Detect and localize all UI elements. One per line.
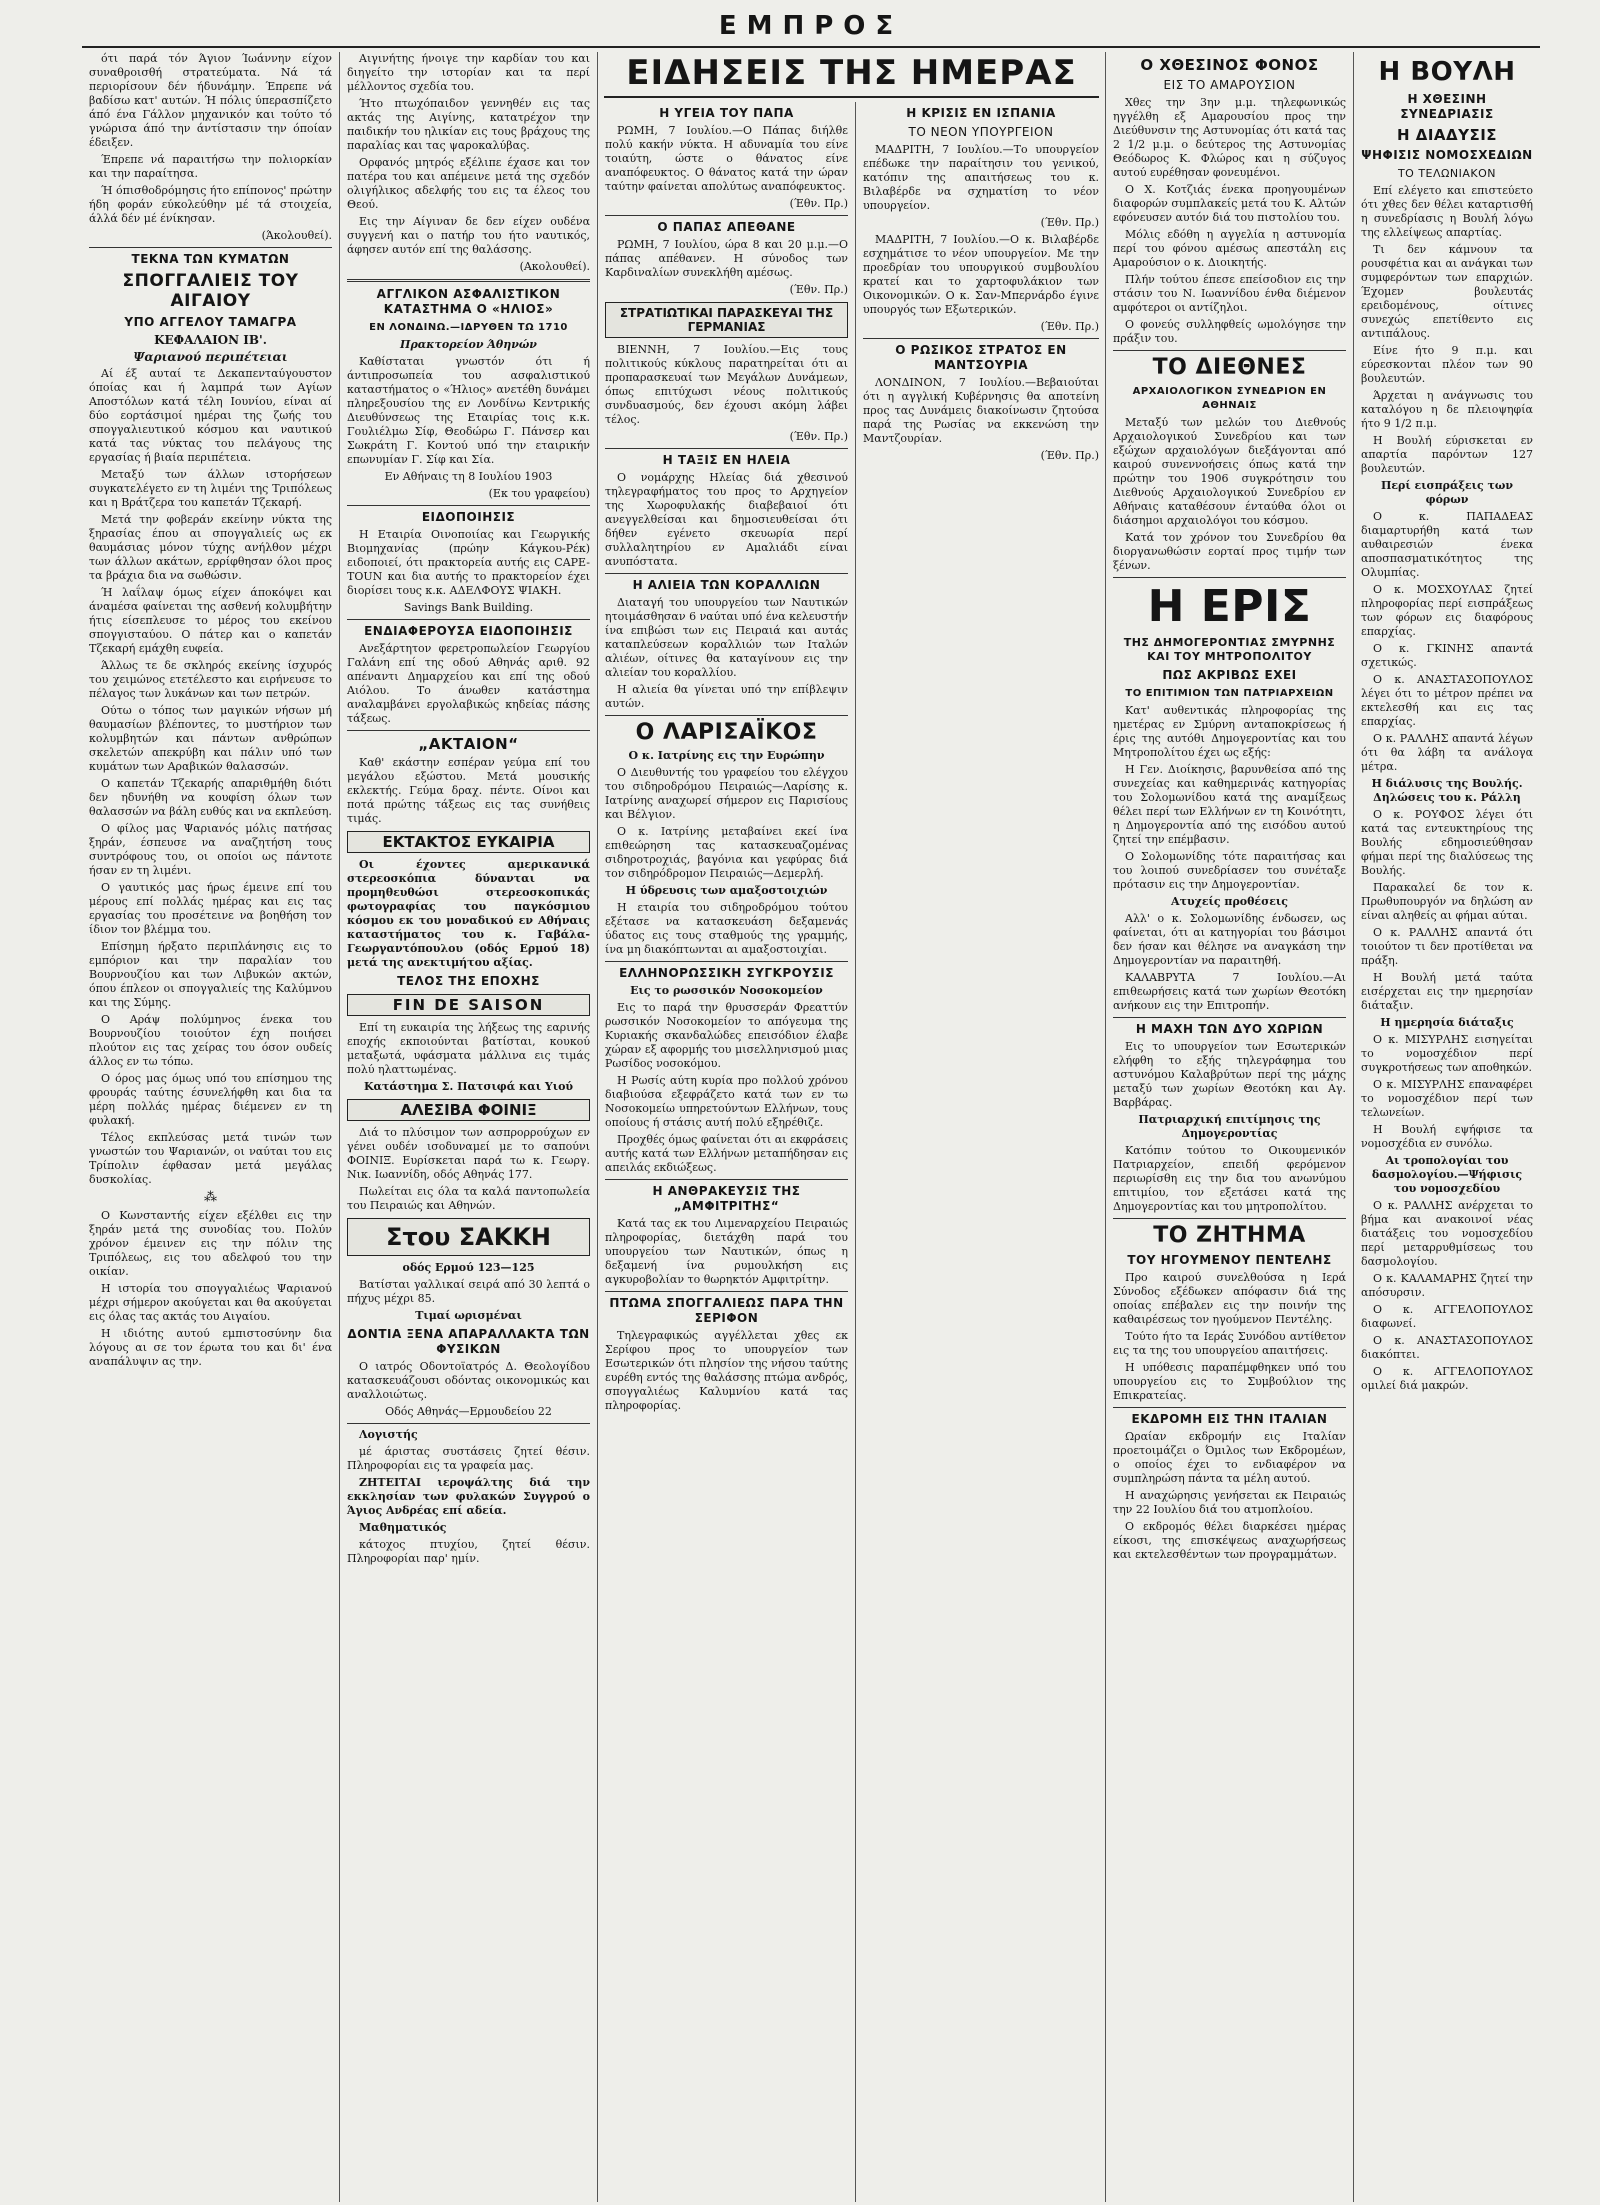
article-text: ΜΑΔΡΙΤΗ, 7 Ιουλίου.—Το υπουργείον επέδωκε την παραίτησιν του γενικού, κατόπιν της απαιτήσεως του κ. Βιλαβέρδε να σχηματίση το νέον υπουργείον.: [863, 143, 1099, 212]
ad-text: Οι έχοντες αμερικανικά στερεοσκόπια δύνανται να προμηθευθώσι στερεοσκοπικάς φωτογραφίας του παγκόσμιου κόσμου εκ του μοναδικού εν Αθήναις καταστήματος του κ. Γαβάλα-Γεωργαντόπουλου (οδός Ερμού 18) μετά της ανεκτιμήτου αξίας.: [347, 858, 590, 969]
ad-address: Κατάστημα Σ. Πατσιφά και Υιού: [363, 1080, 574, 1093]
article-heading: Η ΒΟΥΛΗ: [1378, 57, 1516, 87]
ad-date: Εν Αθήναις τη 8 Ιουλίου 1903: [384, 470, 553, 483]
divider: [347, 619, 590, 620]
ad-heading: Μαθηματικός: [359, 1521, 447, 1534]
ad-text: κάτοχος πτυχίου, ζητεί θέσιν. Πληροφορίαι παρ' ημίν.: [347, 1538, 590, 1565]
article-text: ΒΙΕΝΝΗ, 7 Ιουλίου.—Εις τους πολιτικούς κύκλους παρατηρείται ότι αι προπαρασκευαί των Μεγάλων Δυνάμεων, όπως επιτύχωσι νέους πολιτικούς συνδυασμούς, δεν έχουσι ακόμη λάβει τέλος.: [605, 343, 848, 426]
article-heading: ΠΤΩΜΑ ΣΠΟΓΓΑΛΙΕΩΣ ΠΑΡΑ ΤΗΝ ΣΕΡΙΦΟΝ: [609, 1296, 844, 1325]
news-columns: [598, 102, 1105, 2202]
article-text: Η αναχώρησις γενήσεται εκ Πειραιώς την 22 Ιουλίου διά του ατμοπλοίου.: [1113, 1489, 1346, 1516]
news-section: [598, 52, 1106, 2202]
article-heading: Η ΑΛΙΕΙΑ ΤΩΝ ΚΟΡΑΛΛΙΩΝ: [632, 578, 821, 592]
article-source: (Έθν. Πρ.): [789, 197, 848, 210]
ad-heading: FIN DE SAISON: [347, 994, 590, 1016]
column-6: [1354, 52, 1540, 2202]
ad-heading: Λογιστής: [359, 1428, 418, 1441]
masthead: [82, 6, 1540, 48]
ad-text: μέ άριστας συστάσεις ζητεί θέσιν. Πληροφορίαι εις τα γραφεία μας.: [347, 1445, 590, 1472]
ad-address: Οδός Αθηνάς—Ερμουδείου 22: [385, 1405, 552, 1418]
divider: [347, 505, 590, 506]
article-text: Ο κ. ΑΝΑΣΤΑΣΟΠΟΥΛΟΣ διακόπτει.: [1361, 1334, 1533, 1361]
ad-address: οδός Ερμού 123—125: [402, 1261, 535, 1274]
article-text: Κατ' αυθεντικάς πληροφορίας της ημετέρας εν Σμύρνη ανταποκρίσεως ή έρις της αυτόθι Δημογεροντίας και του Μητροπολίτου έχει ως εξής:: [1113, 704, 1346, 759]
paper-name: ΕΜΠΡΟΣ: [718, 11, 904, 41]
article-heading: Η ΚΡΙΣΙΣ ΕΝ ΙΣΠΑΝΙΑ: [906, 106, 1056, 120]
article-heading: Η ΜΑΧΗ ΤΩΝ ΔΥΟ ΧΩΡΙΩΝ: [1135, 1022, 1324, 1036]
divider: [347, 730, 590, 731]
article-subheading: ΑΡΧΑΙΟΛΟΓΙΚΟΝ ΣΥΝΕΔΡΙΟΝ ΕΝ ΑΘΗΝΑΙΣ: [1132, 386, 1327, 411]
notice-address: Savings Bank Building.: [403, 601, 534, 614]
article-text: Τηλεγραφικώς αγγέλλεται χθες εκ Σερίφου προς το υπουργείον των Εσωτερικών ότι πλησίον της νήσου ταύτης ευρέθη εντός της θαλάσσης πτώμα ανδρός, σπογγαλιέως Καλυμνίου κατά τας πληροφορίας.: [605, 1329, 848, 1412]
article-text: Ο κ. ΜΙΣΥΡΛΗΣ εισηγείται το νομοσχέδιον περί συγκροτήσεως των αποθηκών.: [1361, 1033, 1533, 1074]
article-text: Μεταξύ των μελών του Διεθνούς Αρχαιολογικού Συνεδρίου και των εξώχων αρχαιολόγων διεξάγονται από καιρού συνεννοήσεις όπως κατά την πρώτην του 1906 συγκρότησιν του Διεθνούς Αρχαιολογικού Συνεδρίου εν Αθήναις καταθέσουν ένταύθα όλοι οι διάσημοι αρχαιολόγοι του κόσμου.: [1113, 416, 1346, 527]
ad-text: ΖΗΤΕΙΤΑΙ ιεροψάλτης διά την εκκλησίαν των φυλακών Συγγρού ο Άγιος Ανδρέας επί αδεία.: [347, 1476, 590, 1517]
article-heading: Η ΑΝΘΡΑΚΕΥΣΙΣ ΤΗΣ „ΑΜΦΙΤΡΙΤΗΣ“: [652, 1184, 801, 1213]
article-text: Μεταξύ των άλλων ιστορήσεων συγκατελέγετο εν τη λιμένι της Τριπόλεως και η Βράτζερα του καπετάν Τζεκαρή.: [89, 468, 332, 509]
divider: [347, 279, 590, 282]
ad-text: Διά το πλύσιμον των ασπρορρούχων εν γένει ουδέν ισοδυναμεί με το σαπούνι ΦΟΙΝΙΞ. Ευρίσκεται παρά τω κ. Γεωργ. Νικ. Ιωαννίδη, οδός Αθηνάς 177.: [347, 1126, 590, 1181]
column-5: [1106, 52, 1354, 2202]
article-text: Ο Σολομωνίδης τότε παραιτήσας και του λοιπού συνεδρίασεν του συνέταξε πρότασιν εις την Δημογεροντίαν.: [1113, 850, 1346, 891]
ad-heading: ΕΚΤΑΚΤΟΣ ΕΥΚΑΙΡΙΑ: [347, 831, 590, 853]
ad-subheading: ΕΝ ΛΟΝΔΙΝΩ.—ΙΔΡΥΘΕΝ ΤΩ 1710: [369, 322, 568, 333]
divider: [863, 338, 1099, 339]
column-2: [340, 52, 598, 2202]
article-text: Κατόπιν τούτου το Οικουμενικόν Πατριαρχείον, επειδή φερόμενον περιωρίσθη εις την δια του ανωνύμου επιτιμίου, τον εξετάσει κατά της Δημογεροντίας και του μητροπολίτου.: [1113, 1144, 1346, 1213]
article-heading: ΤΟ ΖΗΤΗΜΑ: [1153, 1223, 1306, 1248]
article-text: Κατά τον χρόνον του Συνεδρίου θα διοργανωθώσιν εορταί προς τιμήν των ξένων.: [1113, 531, 1346, 572]
article-subheading: ΤΟ ΝΕΟΝ ΥΠΟΥΡΓΕΙΟΝ: [908, 125, 1054, 139]
news-headline: ΕΙΔΗΣΕΙΣ ΤΗΣ ΗΜΕΡΑΣ: [604, 54, 1099, 98]
serial-title: ΣΠΟΓΓΑΛΙΕΙΣ ΤΟΥ ΑΙΓΑΙΟΥ: [122, 271, 299, 311]
divider: [1113, 1407, 1346, 1408]
ad-text: Ανεξάρτητον φερετροπωλείον Γεωργίου Γαλάνη επί της οδού Αθηνάς αριθ. 92 απέναντι Δημαρχείου και επί της οδού Αιόλου. Το άνωθεν κατάστημα αναλαμβάνει εργολαβικώς κηδείας πάσης τάξεως.: [347, 642, 590, 725]
article-text: Τέλος εκπλεύσας μετά τινών των γνωστών του Ψαριανών, οι ναύται του εις Τρίπολιν έφθασαν μετά μεγάλας δυσκολίας.: [89, 1131, 332, 1186]
article-subheading: Αι τροπολογίαι του δασμολογίου.—Ψήφισις του νομοσχεδίου: [1371, 1154, 1523, 1195]
article-text: Εις την Αίγιναν δε δεν είχεν ουδένα συγγενή και ο πατήρ του ήτο ναυτικός, άφησεν αυτόν επί της θαλάσσης.: [347, 215, 590, 256]
article-text: Αιγινήτης ήνοιγε την καρδίαν του και διηγείτο την ιστορίαν και τα περί μέλλοντος σχεδία του.: [347, 52, 590, 93]
column-3: [598, 102, 856, 2202]
article-subheading: Η ύδρευσις των αμαξοστοιχιών: [625, 884, 828, 897]
article-text: Ο καπετάν Τζεκαρής απαριθμήθη διότι δεν ηδυνήθη να κουφίση όλων των θαλασσών να βάλη ευθύς και να εκπλεύση.: [89, 777, 332, 818]
article-text: Διαταγή του υπουργείου των Ναυτικών ητοιμάσθησαν 6 ναύται υπό ένα κελευστήν ίνα επιβώσι των εις Πειραιά και αυτάς καταπλεύσεων κοραλλιών των Ιταλών αλιέων, οίτινες θα καταγίνουν εις την αλιείαν του κοραλλίου.: [605, 596, 848, 679]
article-text: Ή όπισθοδρόμησις ήτο επίπονος' πρώτην ήδη φοράν εύκολεύθην μέ τά στοιχεία, άλλά δέν μέ ένίκησαν.: [89, 184, 332, 225]
article-text: Ωραίαν εκδρομήν εις Ιταλίαν προετοιμάζει ο Όμιλος των Εκδρομέων, ο οποίος έχει το ενδιαφέρον να συμπληρώση πάντα τα μέλη αυτού.: [1113, 1430, 1346, 1485]
article-source: (Έθν. Πρ.): [1040, 216, 1099, 229]
notice-text: Η Εταιρία Οινοποιίας και Γεωργικής Βιομηχανίας (πρώην Κάγκου-Ρέκ) ειδοποιεί, ότι πρακτορεία αυτής εις CAPE-TOUN και δια αυτής το πρακτορείον έχει διορίσει τους κ.κ. ΑΔΕΛΦΟΥΣ ΨΙΑΚΗ.: [347, 528, 590, 597]
ad-text: Επί τη ευκαιρία της λήξεως της εαρινής εποχής εκποιούνται βατίσται, κουκού μεταξωτά, υφάσματα μάλλινα εις τιμάς πολύ ηλαττωμένας.: [347, 1021, 590, 1076]
article-subheading: ΤΟ ΕΠΙΤΙΜΙΟΝ ΤΩΝ ΠΑΤΡΙΑΡΧΕΙΩΝ: [1125, 688, 1334, 699]
section-heading: ΤΕΚΝΑ ΤΩΝ ΚΥΜΑΤΩΝ: [131, 252, 290, 266]
ad-heading: ΑΓΓΛΙΚΟΝ ΑΣΦΑΛΙΣΤΙΚΟΝ ΚΑΤΑΣΤΗΜΑ Ο «ΗΛΙΟΣ»: [376, 287, 561, 316]
ad-heading: ΤΕΛΟΣ ΤΗΣ ΕΠΟΧΗΣ: [397, 974, 540, 988]
article-heading: ΣΤΡΑΤΙΩΤΙΚΑΙ ΠΑΡΑΣΚΕΥΑΙ ΤΗΣ ΓΕΡΜΑΝΙΑΣ: [605, 302, 848, 338]
article-text: Επί ελέγετο και επιστεύετο ότι χθες δεν θέλει καταρτισθή η συνεδρίασις η Βουλή λόγω της ελλείψεως απαρτίας.: [1361, 184, 1533, 239]
divider: [605, 573, 848, 574]
article-text: Ο κ. ΜΙΣΥΡΛΗΣ επαναφέρει το νομοσχέδιον περί των τελωνείων.: [1361, 1078, 1533, 1119]
divider: [605, 1179, 848, 1180]
article-heading: ΤΟ ΔΙΕΘΝΕΣ: [1152, 355, 1307, 380]
article-heading: Η ΤΑΞΙΣ ΕΝ ΗΛΕΙΑ: [662, 453, 791, 467]
divider: [1113, 350, 1346, 351]
article-text: Η Γεν. Διοίκησις, βαρυνθείσα από της συνεχείας και καθημερινάς κατηγορίας του Σολομωνίδου κατά της αναμίξεως θέλει περί των Ελλήνων εν τη Κοινότητι, η Δημογεροντία από της εισόδου αυτού ζητεί την επέμβασιν.: [1113, 763, 1346, 846]
article-text: ΜΑΔΡΙΤΗ, 7 Ιουλίου.—Ο κ. Βιλαβέρδε εσχημάτισε το νέον υπουργείον. Με την προεδρίαν του υπουργικού συμβουλίου κρατεί και το χαρτοφυλάκιον των Οικονομικών. Ο κ. Σαν-Μπερνάρδο έγινε υπουργός των Εξωτερικών.: [863, 233, 1099, 316]
article-subheading: ΤΗΣ ΔΗΜΟΓΕΡΟΝΤΙΑΣ ΣΜΥΡΝΗΣ ΚΑΙ ΤΟΥ ΜΗΤΡΟΠΟΛΙΤΟΥ: [1123, 636, 1336, 663]
article-text: ΡΩΜΗ, 7 Ιουλίου, ώρα 8 και 20 μ.μ.—Ο πάπας απέθανεν. Η σύνοδος των Καρδιναλίων συνεκλήθη αμέσως.: [605, 238, 848, 279]
article-text: Η Βουλή εψήφισε τα νομοσχέδια εν συνόλω.: [1361, 1123, 1533, 1150]
columns: [82, 52, 1540, 2202]
column-4: [856, 102, 1106, 2202]
article-text: Ο κ. ΡΟΥΦΟΣ λέγει ότι κατά τας εντευκτηρίους της Βουλής εδημοσιεύθησαν φήμαι περί της διαλύσεως της Βουλής.: [1361, 808, 1533, 877]
article-subheading: Ο κ. Ιατρίνης εις την Ευρώπην: [628, 749, 825, 762]
article-text: Τούτο ήτο τα Ιεράς Συνόδου αντίθετον εις τα της του υπουργείου απαιτήσεις.: [1113, 1330, 1346, 1357]
article-heading: Η ΕΡΙΣ: [1147, 581, 1312, 632]
article-text: Ο όρος μας όμως υπό του επίσημου της φρουράς ταύτης έσυνελήφθη και δια τα μέρη πολλάς ημέρας διέμενεν εν τη φυλακή.: [89, 1072, 332, 1127]
article-source: (Έθν. Πρ.): [789, 430, 848, 443]
article-text: Η αλιεία θα γίνεται υπό την επίβλεψιν αυτών.: [605, 683, 848, 710]
article-subheading: ΤΟ ΤΕΛΩΝΙΑΚΟΝ: [1397, 167, 1497, 180]
article-text: Επίσημη ήρξατο περιπλάνησις εις το εμπόριον και την παραλίαν του Βουρνουζίου και των Λιβυκών ακτών, όπου έπλεον οι σπογγαλιείς της Καλύμνου και της Σύμης.: [89, 940, 332, 1009]
chapter-label: ΚΕΦΑΛΑΙΟΝ ΙΒ'.: [154, 333, 267, 347]
article-text: Τι δεν κάμνουν τα ρουσφέτια και αι ανάγκαι των συμφερόντων των επαρχιών. Έχομεν βουλευτάς ερειδομένους, οίτινες συνεχώς επετίθεντο εις αντιπάλους.: [1361, 243, 1533, 340]
article-text: ότι παρά τόν Άγιον Ίωάννην είχον συναθροισθή στρατεύματα. Νά τά περιορίσουν δέν ήδυνάμην. Έπρεπε νά βαδίσω κατ' αυτών. Ή πόλις ύπερασπίζετο άπό ένα Γάλλον μηχανικόν και τούτο τό γνώρισα άπό την άντίστασιν την όποίαν έδειξεν.: [89, 52, 332, 149]
article-text: Ο Χ. Κοτζιάς ένεκα προηγουμένων διαφορών συμπλακείς μετά του Κ. Αλτών εφόνευσεν αυτόν διά του πιστολίου του.: [1113, 183, 1346, 224]
article-subheading: Εις το ρωσσικόν Νοσοκομείον: [630, 984, 823, 997]
section-stars: ⁂: [204, 1190, 217, 1205]
serial-author: ΥΠΟ ΑΓΓΕΛΟΥ ΤΑΜΑΓΡΑ: [124, 315, 297, 329]
article-subheading: Πατριαρχική επιτίμησις της Δημογεροντίας: [1138, 1113, 1321, 1140]
ad-heading: ΔΟΝΤΙΑ ΞΕΝΑ ΑΠΑΡΑΛΛΑΚΤΑ ΤΩΝ ΦΥΣΙΚΩΝ: [347, 1327, 590, 1356]
article-text: Ο φονεύς συλληφθείς ωμολόγησε την πράξιν του.: [1113, 318, 1346, 345]
article-text: Κατά τας εκ του Λιμεναρχείου Πειραιώς πληροφορίας, διετάχθη παρά του υπουργείου των Ναυτικών, όπως η δεξαμενή ίνα ρυμουλκήση εις αγκυροβολίαν το θωρηκτόν Αμφιτρίτην.: [605, 1217, 848, 1286]
divider: [347, 1423, 590, 1424]
article-text: Ο Αράψ πολύμηνος ένεκα του Βουρνουζίου τοιούτον έχη ποιήσει πλούτον εις τας χείρας του όσον ουδείς άλλος εν τω τόπω.: [89, 1013, 332, 1068]
article-subheading: ΤΟΥ ΗΓΟΥΜΕΝΟΥ ΠΕΝΤΕΛΗΣ: [1127, 1253, 1332, 1267]
article-text: ΡΩΜΗ, 7 Ιουλίου.—Ο Πάπας διήλθε πολύ κακήν νύκτα. Η αδυναμία του είνε τοιαύτη, ώστε ο θάνατος είνε αναπόφευκτος. Ο θάνατος κατά την ώραν ταύτην φαίνεται απολύτως αναπόφευκτος.: [605, 124, 848, 193]
article-text: Η εταιρία του σιδηροδρόμου τούτου εξέτασε να κατασκευάση δεξαμενάς ύδατος εις τους σταθμούς της γραμμής, ίνα μη διακόπτωνται αι αμαξοστοιχίαι.: [605, 901, 848, 956]
article-heading: ΕΚΔΡΟΜΗ ΕΙΣ ΤΗΝ ΙΤΑΛΙΑΝ: [1131, 1412, 1328, 1426]
article-text: Ο γαυτικός μας ήρως έμεινε επί του μέρους επί πολλάς ημέρας και εις τας εργασίας του προσέτεινε να βοηθήση τον ίδιον τον βλέμμα του.: [89, 881, 332, 936]
article-subheading: Περί εισπράξεις των φόρων: [1380, 479, 1514, 506]
article-text: Προ καιρού συνελθούσα η Ιερά Σύνοδος εξέδωκεν απόφασιν διά της οποίας επέβαλεν εις την ποινήν της καθαιρέσεως τον ηγούμενον Πεντέλης.: [1113, 1271, 1346, 1326]
notice-heading: ΕΙΔΟΠΟΙΗΣΙΣ: [421, 510, 516, 524]
divider: [605, 961, 848, 962]
ad-text: Πωλείται εις όλα τα καλά παντοπωλεία του Πειραιώς και Αθηνών.: [347, 1185, 590, 1212]
article-text: Προχθές όμως φαίνεται ότι αι εκφράσεις αυτής κατά των Ελλήνων μεταπήδησαν εις απειλάς εκδιώξεως.: [605, 1133, 848, 1174]
continued-note: (Ακολουθεί).: [519, 260, 590, 273]
divider: [605, 1291, 848, 1292]
ad-text: Καθίσταται γνωστόν ότι ή άντιπροσωπεία του ασφαλιστικού καταστήματος ο «Ήλιος» ανετέθη δυνάμει πληρεξουσίου της εν Λονδίνω Κεντρικής Διευθύνσεως της Εταιρίας τοις κ.κ. Γουλιέλμω Σίφ, Θεοδώρω Γ. Πάνσερ και Σωκράτη Γ. Κοντού υπό την εταιρικήν επωνυμίαν Γ. Σίφ και Σία.: [347, 355, 590, 466]
ad-heading: ΕΝΔΙΑΦΕΡΟΥΣΑ ΕΙΔΟΠΟΙΗΣΙΣ: [364, 624, 573, 638]
article-text: Ο Κωνσταντής είχεν εξέλθει εις την ξηράν μετά της συνοδίας του. Πολύν χρόνον έμεινεν εις την πόλιν της Τριπόλεως, εις του αδελφού του την οικίαν.: [89, 1209, 332, 1278]
divider: [605, 215, 848, 216]
article-text: Πλήν τούτου έπεσε επείσοδιον εις την στάσιν του Ν. Ιωαννίδου ένθα διέμενον αμφότεροι οι αντίζηλοι.: [1113, 273, 1346, 314]
article-text: Ο φίλος μας Ψαριανός μόλις πατήσας ξηράν, έσπευσε να αναζητήση τους συντρόφους του, οι οποίοι ως πάντοτε ήσαν εν τη λιμένι.: [89, 822, 332, 877]
article-text: Αί έξ αυταί τε Δεκαπενταύγουστον όποίας και ή λαμπρά των Αγίων Αποστόλων κατά τέλη Ιουνίου, είναι αί δύο εορτάσιμοί ημέραι της ζωής του σπογγαλιευτικού κόσμου και ναυτικού κατά τας νύκτας του πελάγους της εργασίας ή βιαία περιπέτεια.: [89, 367, 332, 464]
article-heading: ΕΛΛΗΝΟΡΩΣΣΙΚΗ ΣΥΓΚΡΟΥΣΙΣ: [619, 966, 834, 980]
ad-office: (Εκ του γραφείου): [488, 487, 590, 500]
divider: [605, 715, 848, 716]
article-subheading: Η ΔΙΑΔΥΣΙΣ: [1396, 126, 1498, 144]
article-text: Ή λαΐλαψ όμως είχεν άποκόψει και άναμέσα φαίνεται της ασθενή κολυμβήτην ήτις είσεπλευσε το μέρος του εκείνου σπογγισταύου. Ο πάτερ και ο καπετάν Τζεκαρή εμάχθη ευφεία.: [89, 586, 332, 655]
article-text: Ήτο πτωχόπαιδον γεννηθέν εις τας ακτάς της Αιγίνης, κατατρέχον την παιδικήν του ηλικίαν εις τους βράχους της παραλίας και τας ψαροκαλύβας.: [347, 97, 590, 152]
article-text: Ο κ. ΑΓΓΕΛΟΠΟΥΛΟΣ διαφωνεί.: [1361, 1303, 1533, 1330]
article-text: Η Ρωσίς αύτη κυρία προ πολλού χρόνου διαβιούσα εξεφράζετο κατά των εν τω Νοσοκομείω υπηρετούντων Ελλήνων, τους οποίους ή στάσις αυτή πολύ εξηρέθιζε.: [605, 1074, 848, 1129]
article-source: (Έθν. Πρ.): [1040, 320, 1099, 333]
divider: [1113, 1017, 1346, 1018]
article-subheading: Ατυχείς προθέσεις: [1171, 895, 1288, 908]
article-text: Η Βουλή εύρισκεται εν απαρτία παρόντων 127 βουλευτών.: [1361, 434, 1533, 475]
article-text: Η υπόθεσις παραπέμφθηκεν υπό του υπουργείου εις το Συμβούλιον της Επικρατείας.: [1113, 1361, 1346, 1402]
article-subheading: ΨΗΦΙΣΙΣ ΝΟΜΟΣΧΕΔΙΩΝ: [1361, 148, 1533, 162]
divider: [605, 448, 848, 449]
article-text: Ο κ. ΠΑΠΑΔΕΑΣ διαμαρτυρήθη κατά των αυθαιρεσιών ένεκα αποσπασματικότητος της Ολυμπίας.: [1361, 510, 1533, 579]
article-subheading: ΠΩΣ ΑΚΡΙΒΩΣ ΕΧΕΙ: [1162, 668, 1297, 682]
article-source: (Έθν. Πρ.): [789, 283, 848, 296]
article-text: Η Βουλή μετά ταύτα εισέρχεται εις την ημερησίαν διάταξιν.: [1361, 971, 1533, 1012]
article-text: Ο κ. ΑΝΑΣΤΑΣΟΠΟΥΛΟΣ λέγει ότι το μέτρον πρέπει να εκτελεσθή και εις τας επαρχίας.: [1361, 673, 1533, 728]
article-text: Ο Διευθυντής του γραφείου του ελέγχου του σιδηροδρόμου Πειραιώς—Λαρίσης κ. Ιατρίνης αναχωρεί σήμερον εις Παρισίους και Βέλγιον.: [605, 766, 848, 821]
ad-text: Βατίσται γαλλικαί σειρά από 30 λεπτά ο πήχυς μέχρι 85.: [347, 1278, 590, 1305]
ad-agency: Πρακτορείον Άθηνών: [400, 338, 537, 351]
article-text: Ο κ. ΚΑΛΑΜΑΡΗΣ ζητεί την απόσυρσιν.: [1361, 1272, 1533, 1299]
article-text: Άλλως τε δε σκληρός εκείνης ίσχυρός του χειμώνος ετετέλεστο και ειρήνευσε το πέλαγος των λυκάνων και των πετρών.: [89, 659, 332, 700]
article-text: ΚΑΛΑΒΡΥΤΑ 7 Ιουλίου.—Αι επιθεωρήσεις κατά των χωρίων Θεοτόκη ανήκουν εις την Επιτροπήν.: [1113, 971, 1346, 1012]
article-text: ΛΟΝΔΙΝΟΝ, 7 Ιουλίου.—Βεβαιούται ότι η αγγλική Κυβέρνησις θα αποτείνη προς τας Δυνάμεις διακοίνωσιν ζητούσα παρά της Ρωσίας να εκκενώση την Μαντζουρίαν.: [863, 376, 1099, 445]
continued-note: (Άκολουθεί).: [261, 229, 332, 242]
article-heading: Ο ΠΑΠΑΣ ΑΠΕΘΑΝΕ: [657, 220, 796, 234]
article-text: Μόλις εδόθη η αγγελία η αστυνομία περί του φόνου αμέσως απεστάλη εις Αμαρούσιον ο κ. Διοικητής.: [1113, 228, 1346, 269]
divider: [1113, 577, 1346, 578]
article-text: Η ιδιότης αυτού εμπιστοσύνην δια λόγους αι σε τον έρωτα του και δι' ένα αναπάλυψιν ας την.: [89, 1327, 332, 1368]
article-text: Είνε ήτο 9 π.μ. και εύρεσκονται πλέον των 90 βουλευτών.: [1361, 344, 1533, 385]
article-text: Χθες την 3ην μ.μ. τηλεφωνικώς ηγγέλθη εξ Αμαρουσίου προς την Διεύθυνσιν της Αστυνομίας ότι κατά τας 2 1/2 μ.μ. ο δεύτερος της Αστυνομίας Θεόδωρος Κ. Φλώρος και η σύζυγος αυτού ευρέθησαν φονευμένοι.: [1113, 96, 1346, 179]
article-text: Παρακαλεί δε τον κ. Πρωθυπουργόν να δηλώση αν είναι αληθείς αι φήμαι αύται.: [1361, 881, 1533, 922]
chapter-subtitle: Ψαριανού περιπέτειαι: [133, 350, 288, 364]
article-text: Ο εκδρομός θέλει διαρκέσει ημέρας είκοσι, της επισκέψεως αναχωρήσεως και εκτελεσθέντων των προγραμμάτων.: [1113, 1520, 1346, 1561]
article-text: Ο κ. Ιατρίνης μεταβαίνει εκεί ίνα επιθεώρηση τας κατασκευαζομένας σιδηροτροχιάς, βαγόνια και γεφύρας διά τον σιδηρόδρομον Πειραιώς—Δεμερλή.: [605, 825, 848, 880]
article-text: Έπρεπε νά παραιτήσω την πολιορκίαν και την παραίτησα.: [89, 153, 332, 180]
article-subheading: ΕΙΣ ΤΟ ΑΜΑΡΟΥΣΙΟΝ: [1163, 78, 1296, 92]
article-text: Ο κ. ΡΑΛΛΗΣ απαντά ότι τοιούτον τι δεν προτίθεται να πράξη.: [1361, 926, 1533, 967]
article-text: Αλλ' ο κ. Σολομωνίδης ένδωσεν, ως φαίνεται, ότι αι κατηγορίαι του βάσιμοι δεν ήσαν και θέλησε να αναγκάση την Δημογεροντίαν να παραιτηθή.: [1113, 912, 1346, 967]
article-text: Ο κ. ΡΑΛΛΗΣ ανέρχεται το βήμα και ανακοινοί νέας διατάξεις του νομοσχεδίου περί μεταρρυθμίσεως του δασμολογίου.: [1361, 1199, 1533, 1268]
article-heading: Ο ΧΘΕΣΙΝΟΣ ΦΟΝΟΣ: [1140, 56, 1319, 74]
article-text: Μετά την φοβεράν εκείνην νύκτα της ξηρασίας έπου αι σπογγαλιείς ως εκ θαυμάσιας μόνον τύχης ανήλθον μέχρι των άλλων ακάτων, ερρίφθησαν όλοι προς τα βράχια δια να σωθώσιν.: [89, 513, 332, 582]
divider: [1113, 1218, 1346, 1219]
article-text: Εις το υπουργείον των Εσωτερικών ελήφθη το εξής τηλεγράφημα του αστυνόμου Καλαβρύτων περί της μάχης μεταξύ των χωρίων Θεοτόκη και Αγ. Βαρβάρας.: [1113, 1040, 1346, 1109]
article-text: Η ιστορία του σπογγαλιέως Ψαριανού μέχρι σήμερον ακούγεται και θα ακούγεται εις όλας τας ακτάς του Αιγαίου.: [89, 1282, 332, 1323]
article-subheading: Η ημερησία διάταξις: [1380, 1016, 1514, 1029]
ad-heading: ΑΛΕΣΙΒΑ ΦΟΙΝΙΞ: [347, 1099, 590, 1121]
divider: [89, 247, 332, 248]
ad-heading: Στου ΣΑΚΚΗ: [347, 1218, 590, 1256]
article-text: Ο κ. ΡΑΛΛΗΣ απαντά λέγων ότι θα λάβη τα ανάλογα μέτρα.: [1361, 732, 1533, 773]
article-text: Ο κ. ΑΓΓΕΛΟΠΟΥΛΟΣ ομιλεί διά μακρών.: [1361, 1365, 1533, 1392]
column-1: [82, 52, 340, 2202]
article-text: Εις το παρά την θρυσσεράν Φρεαττύν ρωσσικόν Νοσοκομείον το απόγευμα της Κυριακής σκανδαλώδες επεισόδιον έλαβε χώραν εξ αφορμής του μισελληνισμού μιας Ρωσίδος νοσοκόμου.: [605, 1001, 848, 1070]
article-subheading: Η διάλυσις της Βουλής. Δηλώσεις του κ. Ράλλη: [1371, 777, 1523, 804]
ad-heading: „ΑΚΤΑΙΟΝ“: [418, 735, 519, 753]
article-text: Ο κ. ΓΚΙΝΗΣ απαντά σχετικώς.: [1361, 642, 1533, 669]
ad-text: Ο ιατρός Οδοντοϊατρός Δ. Θεολογίδου κατασκευάζουσι οδόντας οικονομικώς και αναλλοιώτως.: [347, 1360, 590, 1401]
article-heading: Η ΥΓΕΙΑ ΤΟΥ ΠΑΠΑ: [659, 106, 794, 120]
article-text: Ούτω ο τόπος των μαγικών νήσων μή θαυμασίων βλέποντες, το μυστήριον των κολυμβητών και πάντων ανθρώπων σκελετών απεκρύβη και πάλιν υπό των κυμάτων των Αραβικών θαλασσών.: [89, 704, 332, 773]
article-heading: Ο ΡΩΣΙΚΟΣ ΣΤΡΑΤΟΣ ΕΝ ΜΑΝΤΣΟΥΡΙΑ: [895, 343, 1067, 372]
article-text: Ορφανός μητρός εξέλιπε έχασε και τον πατέρα του και απέμεινε μετά της σχεδόν ολιγήλικος αδελφής του εις τα έλεος του Θεού.: [347, 156, 590, 211]
article-text: Ο νομάρχης Ηλείας διά χθεσινού τηλεγραφήματος του προς το Αρχηγείον της Χωροφυλακής διαβεβαιοί ότι ανεγγελθείσαι και δημοσιευθείσαι ότι δήθεν εγένετο σκευωρία περί συλλαλητηρίου εν Αμαλιάδι είναι ανυπόστατα.: [605, 471, 848, 568]
ad-note: Τιμαί ωρισμέναι: [415, 1309, 522, 1322]
article-text: Άρχεται η ανάγνωσις του καταλόγου η δε πλειοψηφία ήτο 9 1/2 π.μ.: [1361, 389, 1533, 430]
article-heading: Ο ΛΑΡΙΣΑΪΚΟΣ: [635, 720, 818, 745]
article-text: Ο κ. ΜΟΣΧΟΥΛΑΣ ζητεί πληροφορίας περί εισπράξεως των φόρων εις διαφόρους επαρχίας.: [1361, 583, 1533, 638]
article-subheading: Η ΧΘΕΣΙΝΗ ΣΥΝΕΔΡΙΑΣΙΣ: [1400, 92, 1494, 121]
ad-text: Καθ' εκάστην εσπέραν γεύμα επί του μεγάλου εξώστου. Μετά μουσικής εκλεκτής. Γεύμα δραχ. πέντε. Οίνοι και ποτά πρώτης τάξεως εις τας συνήθεις τιμάς.: [347, 756, 590, 825]
article-source: (Έθν. Πρ.): [1040, 449, 1099, 462]
